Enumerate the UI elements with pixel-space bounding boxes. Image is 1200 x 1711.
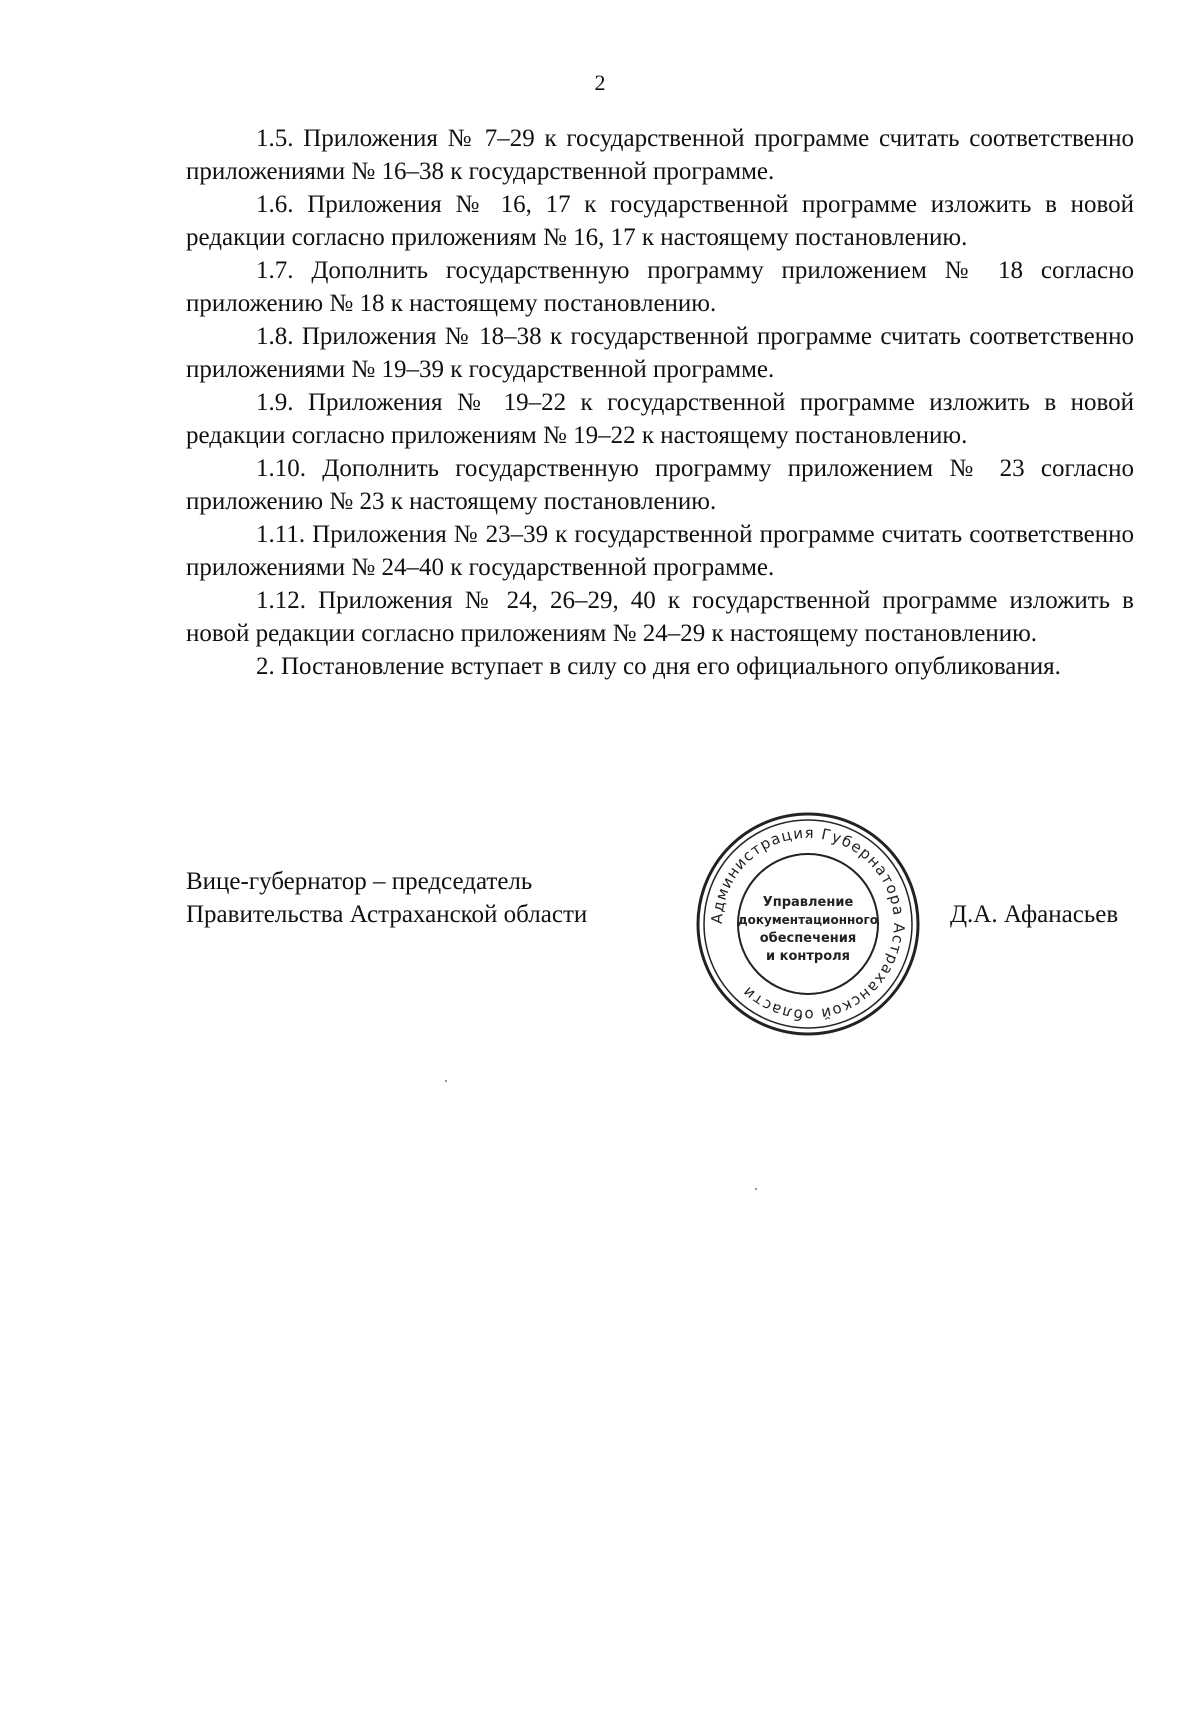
paragraph-1-9: 1.9. Приложения № 19–22 к государственной программе изложить в новой редакции согласно приложениям № 19–22 к настоящему постановлению.: [186, 389, 1134, 449]
scan-speck: [755, 1188, 757, 1190]
signatory-position-line-1: Вице-губернатор – председатель: [186, 868, 533, 895]
document-body: [186, 122, 1134, 683]
seal-inner-line-2: документационного: [737, 913, 879, 927]
paragraph-1-6: 1.6. Приложения № 16, 17 к государственной программе изложить в новой редакции согласно приложениям № 16, 17 к настоящему постановлению.: [186, 191, 1134, 251]
paragraph-1-7: 1.7. Дополнить государственную программу приложением № 18 согласно приложению № 18 к настоящему постановлению.: [186, 257, 1134, 317]
official-seal: [694, 810, 922, 1038]
signatory-name: Д.А. Афанасьев: [950, 901, 1119, 928]
signatory-position: [186, 865, 587, 931]
signatory-position-line-2: Правительства Астраханской области: [186, 901, 588, 928]
paragraph-1-11: 1.11. Приложения № 23–39 к государственной программе считать соответственно приложениями № 24–40 к государственной программе.: [186, 521, 1134, 581]
paragraph-2: 2. Постановление вступает в силу со дня его официального опубликования.: [256, 653, 1061, 680]
page-number: 2: [594, 70, 606, 95]
paragraph-1-12: 1.12. Приложения № 24, 26–29, 40 к государственной программе изложить в новой редакции согласно приложениям № 24–29 к настоящему постановлению.: [186, 587, 1134, 647]
seal-inner-line-1: Управление: [762, 895, 854, 910]
seal-graphic: [694, 810, 922, 1038]
seal-outer-text: Администрация Губернатора Астраханской области: [707, 823, 909, 1025]
seal-inner-line-4: и контроля: [765, 949, 851, 964]
paragraph-1-8: 1.8. Приложения № 18–38 к государственной программе считать соответственно приложениями № 19–39 к государственной программе.: [186, 323, 1134, 383]
paragraph-1-10: 1.10. Дополнить государственную программу приложением № 23 согласно приложению № 23 к настоящему постановлению.: [186, 455, 1134, 515]
paragraph-1-5: 1.5. Приложения № 7–29 к государственной программе считать соответственно приложениями № 16–38 к государственной программе.: [186, 125, 1134, 185]
seal-inner-line-3: обеспечения: [759, 931, 857, 946]
scan-speck: [445, 1080, 447, 1082]
